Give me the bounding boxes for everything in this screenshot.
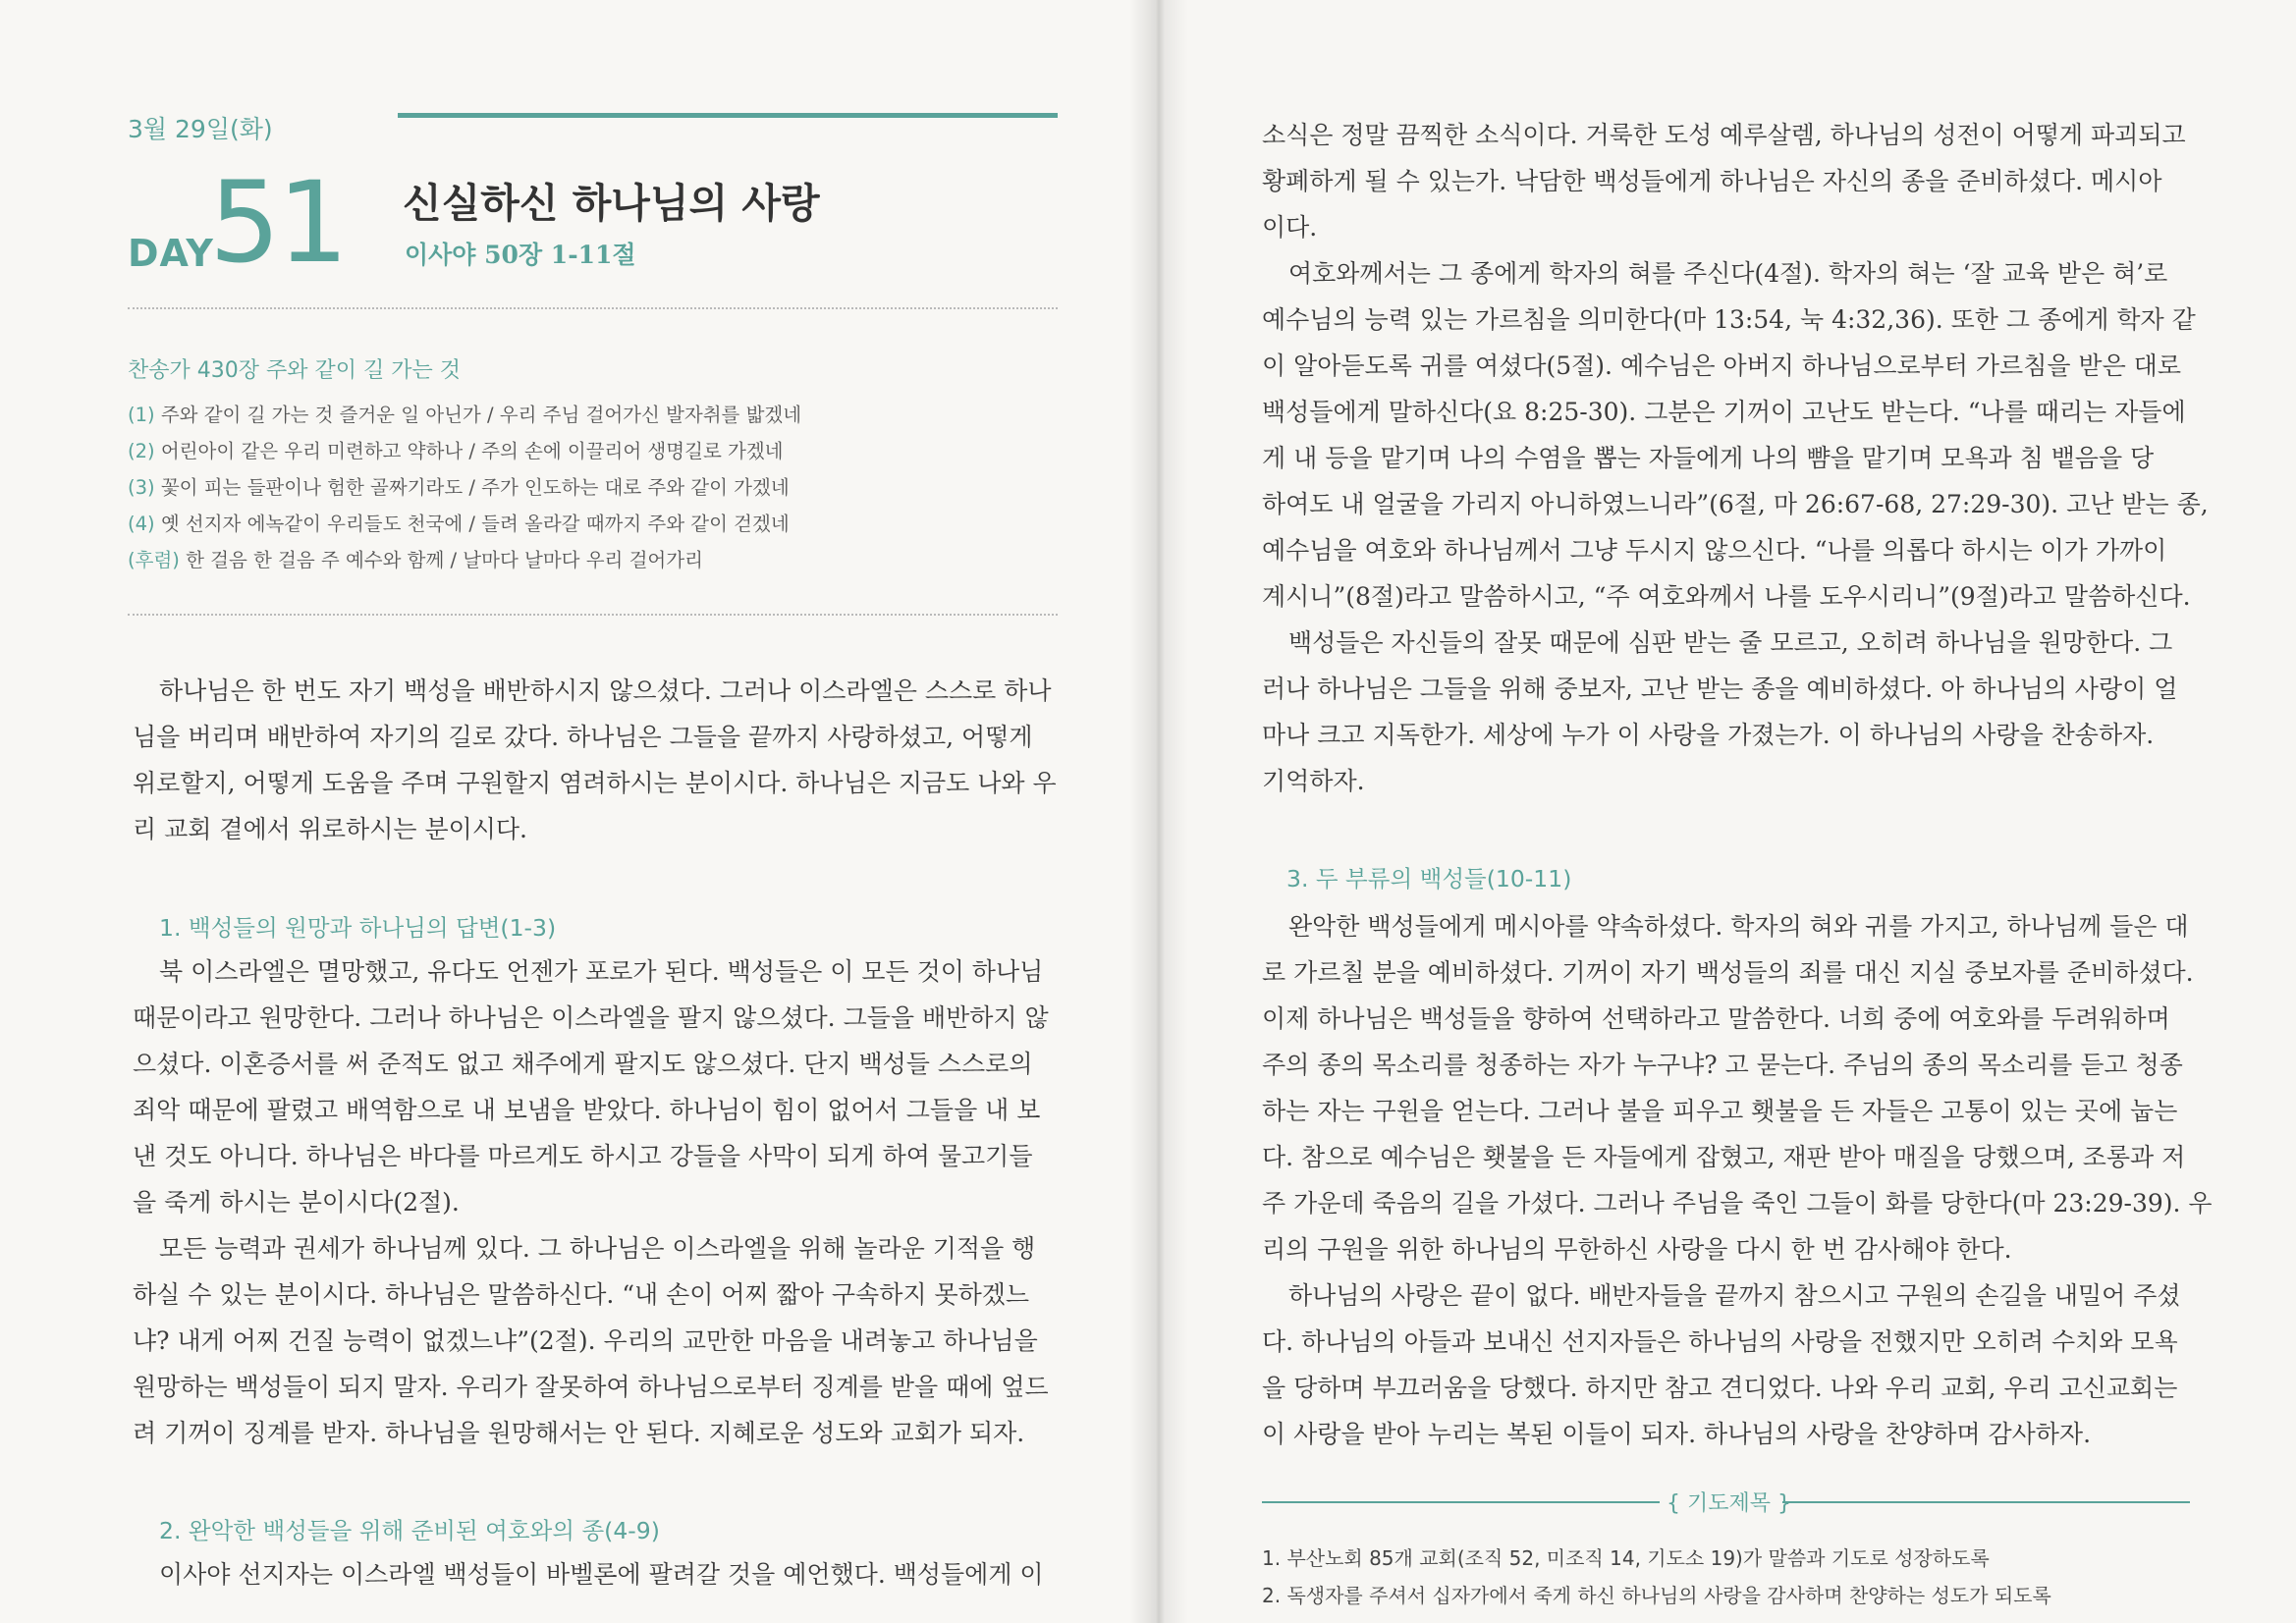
text-line: 마나 크고 지독한가. 세상에 누가 이 사랑을 가졌는가. 이 하나님의 사랑을 찬송하자. xyxy=(1262,721,2155,749)
text-line: 려 기꺼이 징계를 받자. 하나님을 원망해서는 안 된다. 지혜로운 성도와 교회가 되자. xyxy=(133,1419,1025,1447)
text-line: 원망하는 백성들이 되지 말자. 우리가 잘못하여 하나님으로부터 징계를 받을 때에 엎드 xyxy=(133,1373,1049,1401)
verse-text: 주와 같이 길 가는 것 즐거운 일 아닌가 / 우리 주님 걸어가신 발자취를 밟겠네 xyxy=(154,404,802,426)
text-line: 하나님의 사랑은 끝이 없다. 배반자들을 끝까지 참으시고 구원의 손길을 내밀어 주셨 xyxy=(1288,1281,2181,1310)
text-line: 로 가르칠 분을 예비하셨다. 기꺼이 자기 백성들의 죄를 대신 지실 중보자를 준비하셨다. xyxy=(1262,958,2194,987)
text-line: 이 사랑을 받아 누리는 복된 이들이 되자. 하나님의 사랑을 찬양하며 감사하자. xyxy=(1262,1420,2092,1448)
divider-hymn xyxy=(128,614,1058,616)
text-line: 하여도 내 얼굴을 가리지 아니하였느니라”(6절, 마 26:67-68, 27:29-30). 고난 받는 종, xyxy=(1262,490,2209,518)
text-line: 이제 하나님은 백성들을 향하여 선택하라고 말씀한다. 너희 중에 여호와를 두려워하며 xyxy=(1262,1004,2170,1033)
intro-paragraph xyxy=(133,668,1070,852)
text-line: 주의 종의 목소리를 청종하는 자가 누구냐? 고 묻는다. 주님의 종의 목소리를 듣고 청종 xyxy=(1262,1051,2183,1079)
text-line: 완악한 백성들에게 메시아를 약속하셨다. 학자의 혀와 귀를 가지고, 하나님께 들은 대 xyxy=(1288,912,2189,941)
section-1-paragraph xyxy=(133,948,1070,1225)
book-gutter-shadow xyxy=(1129,0,1188,1623)
text-line: 게 내 등을 맡기며 나의 수염을 뽑는 자들에게 나의 뺨을 맡기며 모욕과 침 뱉음을 당 xyxy=(1262,444,2155,472)
section-heading-1: 1. 백성들의 원망과 하나님의 답변(1-3) xyxy=(159,914,557,942)
text-line: 으셨다. 이혼증서를 써 준적도 없고 채주에게 팔지도 않으셨다. 단지 백성들 스스로의 xyxy=(133,1050,1033,1078)
text-line: 하는 자는 구원을 얻는다. 그러나 불을 피우고 횃불을 든 자들은 고통이 있는 곳에 눕는 xyxy=(1262,1097,2178,1125)
text-line: 냐? 내게 어찌 건질 능력이 없겠느냐”(2절). 우리의 교만한 마음을 내려놓고 하나님을 xyxy=(133,1326,1038,1355)
verse-text: 꽃이 피는 들판이나 험한 골짜기라도 / 주가 인도하는 대로 주와 같이 가겠네 xyxy=(154,476,790,499)
text-line: 여호와께서는 그 종에게 학자의 혀를 주신다(4절). 학자의 혀는 ‘잘 교육 받은 혀’로 xyxy=(1288,259,2168,288)
text-line: 계시니”(8절)라고 말씀하시고, “주 여호와께서 나를 도우시리니”(9절)라고 말씀하신다. xyxy=(1262,582,2191,611)
text-line: 북 이스라엘은 멸망했고, 유다도 언젠가 포로가 된다. 백성들은 이 모든 것이 하나님 xyxy=(159,957,1044,986)
section-heading-3: 3. 두 부류의 백성들(10-11) xyxy=(1286,865,1572,893)
text-line: 주 가운데 죽음의 길을 가셨다. 그러나 주님을 죽인 그들이 화를 당한다(마 23:29-39). 우 xyxy=(1262,1189,2213,1217)
section-3-paragraph-2 xyxy=(1262,1272,2190,1457)
verse-number: (3) xyxy=(128,476,155,499)
text-line: 백성들은 자신들의 잘못 때문에 심판 받는 줄 모르고, 오히려 하나님을 원망한다. 그 xyxy=(1288,628,2173,657)
text-line: 때문이라고 원망한다. 그러나 하나님은 이스라엘을 팔지 않으셨다. 그들을 배반하지 않 xyxy=(133,1003,1049,1032)
prayer-label: { 기도제목 } xyxy=(1667,1491,1791,1516)
text-line: 백성들에게 말하신다(요 8:25-30). 그분은 기꺼이 고난도 받는다. “나를 때리는 자들에 xyxy=(1262,398,2186,426)
text-line: 이다. xyxy=(1262,213,1318,242)
text-line: 예수님의 능력 있는 가르침을 의미한다(마 13:54, 눅 4:32,36). 또한 그 종에게 학자 같 xyxy=(1262,305,2196,334)
text-line: 기억하자. xyxy=(1262,767,1365,795)
prayer-rule-right xyxy=(1782,1501,2190,1503)
prayer-item: 2. 독생자를 주셔서 십자가에서 죽게 하신 하나님의 사랑을 감사하며 찬양하는 성도가 되도록 xyxy=(1262,1584,2051,1607)
section-2-paragraph xyxy=(133,1551,1070,1597)
section-1-paragraph-2 xyxy=(133,1225,1070,1456)
text-line: 낸 것도 아니다. 하나님은 바다를 마르게도 하시고 강들을 사막이 되게 하여 물고기들 xyxy=(133,1142,1033,1170)
text-line: 님을 버리며 배반하여 자기의 길로 갔다. 하나님은 그들을 끝까지 사랑하셨고, 어떻게 xyxy=(133,723,1033,751)
day-number: 51 xyxy=(209,157,347,288)
section-heading-2: 2. 완악한 백성들을 위해 준비된 여호와의 종(4-9) xyxy=(159,1517,660,1544)
text-line: 이 알아듣도록 귀를 여셨다(5절). 예수님은 아버지 하나님으로부터 가르침을 받은 대로 xyxy=(1262,352,2181,380)
verse-text: 어린아이 같은 우리 미련하고 약하나 / 주의 손에 이끌리어 생명길로 가겠네 xyxy=(154,440,784,462)
text-line: 다. 참으로 예수님은 횃불을 든 자들에게 잡혔고, 재판 받아 매질을 당했으며, 조롱과 저 xyxy=(1262,1143,2186,1171)
text-line: 다. 하나님의 아들과 보내신 선지자들은 하나님의 사랑을 전했지만 오히려 수치와 모욕 xyxy=(1262,1327,2178,1356)
text-line: 을 죽게 하시는 분이시다(2절). xyxy=(133,1188,460,1217)
text-line: 하나님은 한 번도 자기 백성을 배반하시지 않으셨다. 그러나 이스라엘은 스스로 하나 xyxy=(159,676,1052,705)
text-line: 황폐하게 될 수 있는가. 낙담한 백성들에게 하나님은 자신의 종을 준비하셨다. 메시아 xyxy=(1262,167,2162,195)
hymn-verse xyxy=(128,469,801,506)
divider-top xyxy=(128,307,1058,309)
text-line: 죄악 때문에 팔렸고 배역함으로 내 보냄을 받았다. 하나님이 힘이 없어서 그들을 내 보 xyxy=(133,1096,1041,1124)
scripture-passage: 이사야 50장 1-11절 xyxy=(405,241,636,269)
verse-number: (1) xyxy=(128,404,155,426)
text-line: 이사야 선지자는 이스라엘 백성들이 바벨론에 팔려갈 것을 예언했다. 백성들에게 이 xyxy=(159,1560,1044,1589)
text-line: 을 당하며 부끄러움을 당했다. 하지만 참고 견디었다. 나와 우리 교회, 우리 고신교회는 xyxy=(1262,1374,2178,1402)
hymn-verse xyxy=(128,397,801,433)
verse-text: 옛 선지자 에녹같이 우리들도 천국에 / 들려 올라갈 때까지 주와 같이 걷겠네 xyxy=(154,513,790,535)
section-3-paragraph xyxy=(1262,903,2213,1272)
text-line: 모든 능력과 권세가 하나님께 있다. 그 하나님은 이스라엘을 위해 놀라운 기적을 행 xyxy=(159,1234,1036,1263)
text-line: 예수님을 여호와 하나님께서 그냥 두시지 않으신다. “나를 의롭다 하시는 이가 가까이 xyxy=(1262,536,2167,565)
day-label: DAY xyxy=(128,232,214,275)
hymn-title: 찬송가 430장 주와 같이 길 가는 것 xyxy=(128,358,461,383)
hymn-verses xyxy=(128,397,801,578)
text-line: 리의 구원을 위한 하나님의 무한하신 사랑을 다시 한 번 감사해야 한다. xyxy=(1262,1235,2012,1264)
text-line: 위로할지, 어떻게 도움을 주며 구원할지 염려하시는 분이시다. 하나님은 지금도 나와 우 xyxy=(133,769,1057,797)
devotion-date: 3월 29일(화) xyxy=(128,115,273,143)
verse-number: (4) xyxy=(128,513,155,535)
verse-number: (후렴) xyxy=(128,549,180,571)
prayer-list xyxy=(1262,1540,2051,1614)
love-paragraph xyxy=(1262,620,2190,804)
prayer-item: 1. 부산노회 85개 교회(조직 52, 미조직 14, 기도소 19)가 말씀과 기도로 성장하도록 xyxy=(1262,1546,1990,1570)
hymn-verse xyxy=(128,506,801,542)
text-line: 리 교회 곁에서 위로하시는 분이시다. xyxy=(133,815,527,843)
verse-number: (2) xyxy=(128,440,155,462)
hymn-verse xyxy=(128,542,801,578)
text-line: 러나 하나님은 그들을 위해 중보자, 고난 받는 종을 예비하셨다. 아 하나님의 사랑이 얼 xyxy=(1262,675,2178,703)
text-line: 소식은 정말 끔찍한 소식이다. 거룩한 도성 예루살렘, 하나님의 성전이 어떻게 파괴되고 xyxy=(1262,121,2186,149)
servant-paragraph xyxy=(1262,250,2209,620)
prayer-rule-left xyxy=(1262,1501,1660,1503)
header-rule xyxy=(398,113,1058,118)
hymn-verse xyxy=(128,433,801,469)
continued-paragraph xyxy=(1262,112,2190,250)
page-title: 신실하신 하나님의 사랑 xyxy=(403,180,820,227)
verse-text: 한 걸음 한 걸음 주 예수와 함께 / 날마다 날마다 우리 걸어가리 xyxy=(179,549,703,571)
text-line: 하실 수 있는 분이시다. 하나님은 말씀하신다. “내 손이 어찌 짧아 구속하지 못하겠느 xyxy=(133,1280,1030,1309)
